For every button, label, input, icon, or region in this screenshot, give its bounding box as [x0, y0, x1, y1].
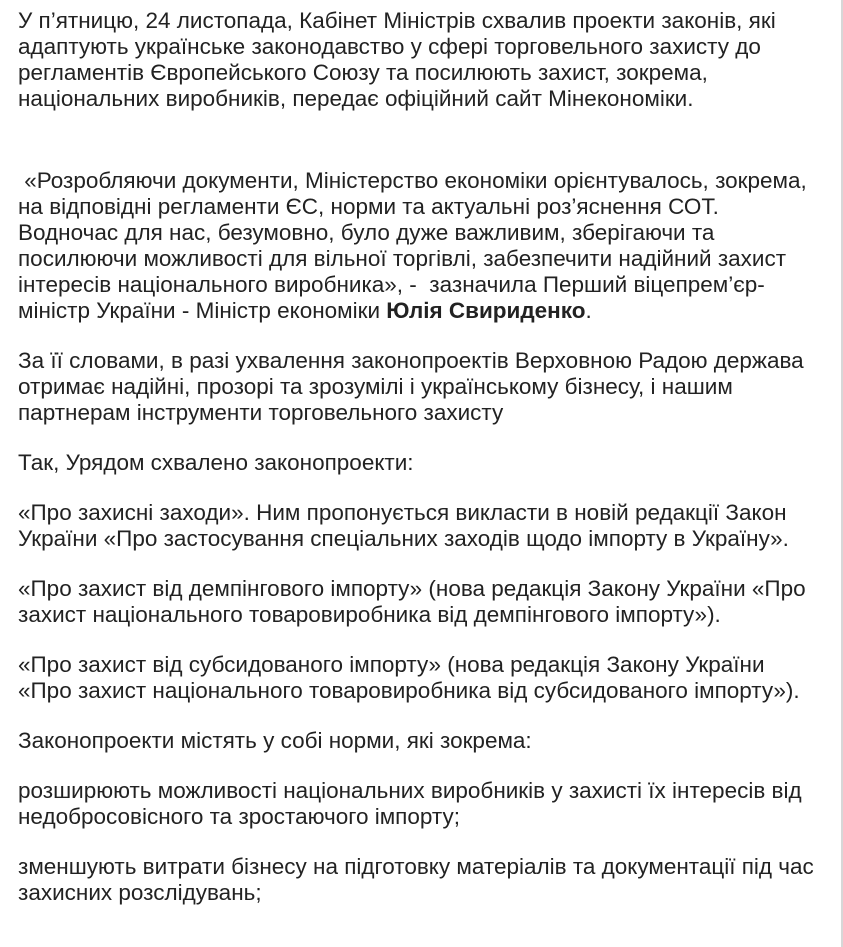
- bill-dumping-imports: «Про захист від демпінгового імпорту» (нова редакція Закону України «Про захист національного товаровиробника від демпінгового імпорту»).: [18, 576, 812, 627]
- quote-end: .: [585, 298, 592, 323]
- quote-text: «Розробляючи документи, Міністерство економіки орієнтувалось, зокрема, на відповідні регламенти ЄС, норми та актуальні роз’яснення СОТ. Водночас для нас, безумовно, було дуже важливим, зберігаючи та посилюючи можливості для вільної торгівлі, забезпечити надійний захист інтересів національного виробника», - зазначила Перший віцепрем’єр-міністр України - Міністр економіки: [18, 168, 814, 323]
- bills-norms-intro: Законопроекти містять у собі норми, які зокрема:: [18, 728, 532, 753]
- intro-paragraph: У п’ятницю, 24 листопада, Кабінет Міністрів схвалив проекти законів, які адаптують українське законодавство у сфері торговельного захисту до регламентів Європейського Союзу та посилюють захист, зокрема, національних виробників, передає офіційний сайт Мінекономіки.: [18, 8, 782, 111]
- statement-paragraph: За її словами, в разі ухвалення законопроектів Верховною Радою держава отримає надійні, прозорі та зрозумілі і українському бізнесу, і нашим партнерам інструменти торговельного захисту: [18, 348, 810, 425]
- article-body: [18, 8, 821, 906]
- quote-paragraph: [18, 168, 818, 324]
- bill-subsidized-imports: «Про захист від субсидованого імпорту» (нова редакція Закону України «Про захист національного товаровиробника від субсидованого імпорту»).: [18, 652, 800, 703]
- approved-bills-intro: Так, Урядом схвалено законопроекти:: [18, 450, 414, 475]
- bill-protective-measures: «Про захисні заходи». Ним пропонується викласти в новій редакції Закон України «Про застосування спеціальних заходів щодо імпорту в Україну».: [18, 500, 793, 551]
- norm-reduce-costs: зменшують витрати бізнесу на підготовку матеріалів та документації під час захисних розслідувань;: [18, 854, 821, 905]
- norm-expand-capabilities: розширюють можливості національних виробників у захисті їх інтересів від недобросовісного та зростаючого імпорту;: [18, 778, 808, 829]
- minister-name: Юлія Свириденко: [386, 298, 586, 323]
